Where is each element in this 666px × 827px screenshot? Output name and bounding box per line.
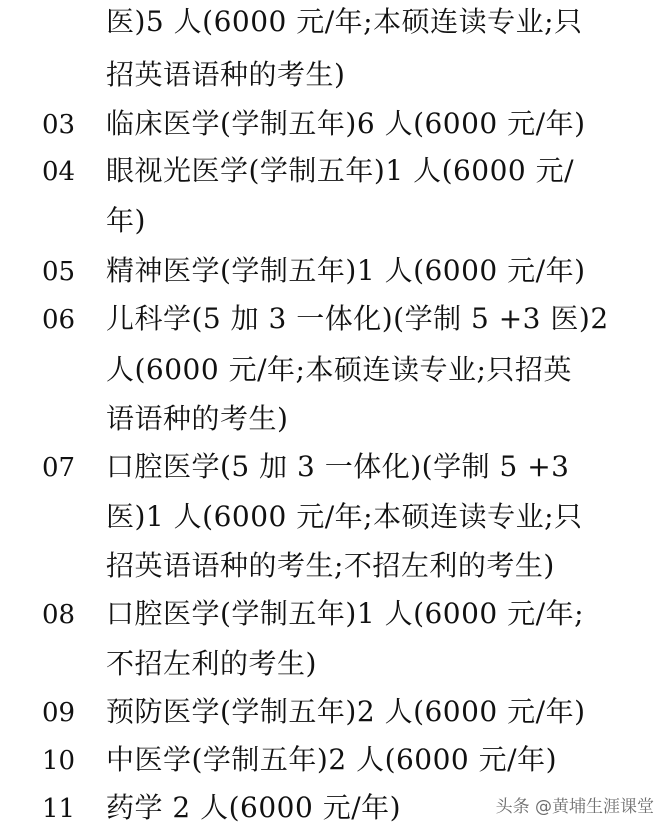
entry-08-line-2: 不招左利的考生) bbox=[106, 647, 317, 680]
entry-number-08: 08 bbox=[42, 600, 76, 630]
entry-07-line-3: 招英语语种的考生;不招左利的考生) bbox=[106, 549, 555, 582]
entry-06-line-3: 语语种的考生) bbox=[106, 402, 289, 435]
entry-11-line-1: 药学 2 人(6000 元/年) bbox=[106, 791, 402, 824]
entry-04-line-1: 眼视光医学(学制五年)1 人(6000 元/ bbox=[106, 154, 575, 187]
entry-number-10: 10 bbox=[42, 746, 76, 776]
entry-number-03: 03 bbox=[42, 110, 76, 140]
entry-number-07: 07 bbox=[42, 453, 76, 483]
source-watermark: 头条 @黄埔生涯课堂 bbox=[495, 797, 654, 817]
entry-07-line-1: 口腔医学(5 加 3 一体化)(学制 5 +3 bbox=[106, 450, 570, 483]
entry-number-04: 04 bbox=[42, 157, 76, 187]
entry-10-line-1: 中医学(学制五年)2 人(6000 元/年) bbox=[106, 743, 558, 776]
entry-06-line-2: 人(6000 元/年;本硕连读专业;只招英 bbox=[106, 353, 572, 386]
entry-number-09: 09 bbox=[42, 698, 76, 728]
entry-08-line-1: 口腔医学(学制五年)1 人(6000 元/年; bbox=[106, 597, 585, 630]
entry-09-line-1: 预防医学(学制五年)2 人(6000 元/年) bbox=[106, 695, 586, 728]
entry-continuation-line-1: 医)5 人(6000 元/年;本硕连读专业;只 bbox=[106, 5, 583, 38]
entry-number-11: 11 bbox=[42, 794, 76, 824]
entry-number-05: 05 bbox=[42, 257, 76, 287]
entry-number-06: 06 bbox=[42, 305, 76, 335]
entry-07-line-2: 医)1 人(6000 元/年;本硕连读专业;只 bbox=[106, 500, 583, 533]
entry-04-line-2: 年) bbox=[106, 204, 146, 237]
entry-05-line-1: 精神医学(学制五年)1 人(6000 元/年) bbox=[106, 254, 586, 287]
entry-06-line-1: 儿科学(5 加 3 一体化)(学制 5 +3 医)2 bbox=[106, 302, 609, 335]
entry-continuation-line-2: 招英语语种的考生) bbox=[106, 58, 346, 91]
entry-03-line-1: 临床医学(学制五年)6 人(6000 元/年) bbox=[106, 107, 586, 140]
